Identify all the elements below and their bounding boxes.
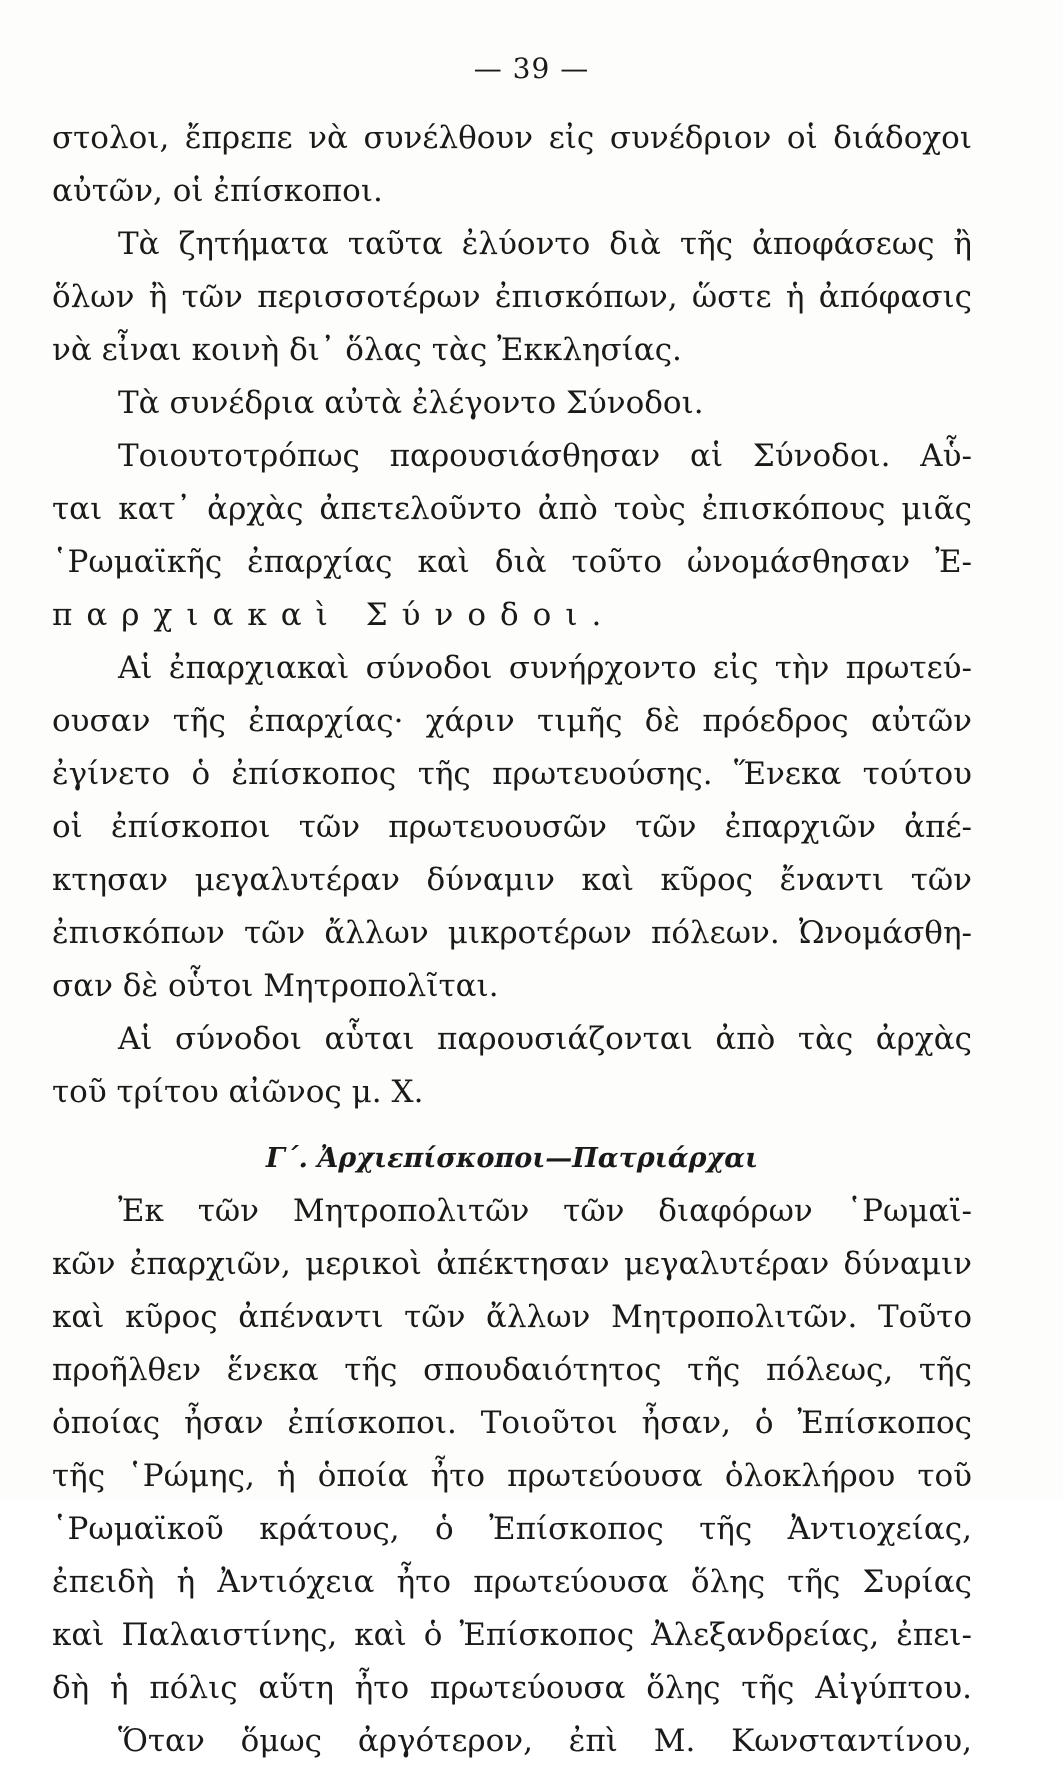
paragraph-start-line: Τοιουτοτρόπως παρουσιάσθησαν αἱ Σύνοδοι. Αὗ- [118, 438, 972, 474]
paragraph-start-line: Τὰ συνέδρια αὐτὰ ἐλέγοντο Σύνοδοι. [118, 385, 704, 421]
spaced-text-line: παρχιακαὶ Σύνοδοι. [52, 597, 616, 633]
text-line: τοῦ τρίτου αἰῶνος μ. Χ. [52, 1074, 424, 1110]
text-line: καὶ Παλαιστίνης, καὶ ὁ Ἐπίσκοπος Ἀλεξανδρείας, ἐπει- [52, 1617, 972, 1653]
section-gap [52, 1119, 972, 1129]
text-line: δὴ ἡ πόλις αὕτη ἦτο πρωτεύουσα ὅλης τῆς Αἰγύπτου. [52, 1670, 972, 1706]
text-line: ουσαν τῆς ἐπαρχίας· χάριν τιμῆς δὲ πρόεδρος αὐτῶν [52, 703, 972, 739]
paragraph-start-line: Ἐκ τῶν Μητροπολιτῶν τῶν διαφόρων ῾Ρωμαϊ- [118, 1193, 972, 1229]
text-line: νὰ εἶναι κοινὴ δι᾿ ὅλας τὰς Ἐκκλησίας. [52, 332, 682, 368]
text-line: ὅλων ἢ τῶν περισσοτέρων ἐπισκόπων, ὥστε ἡ ἀπόφασις [52, 279, 972, 315]
text-line: κτησαν μεγαλυτέραν δύναμιν καὶ κῦρος ἔναντι τῶν [52, 862, 972, 898]
body-text [52, 112, 972, 1768]
text-line: στολοι, ἔπρεπε νὰ συνέλθουν εἰς συνέδριον οἱ διάδοχοι [52, 120, 972, 156]
page-number: — 39 — [473, 52, 590, 85]
text-line: τῆς ῾Ρώμης, ἡ ὁποία ἦτο πρωτεύουσα ὁλοκλήρου τοῦ [52, 1458, 972, 1494]
text-line: αὐτῶν, οἱ ἐπίσκοποι. [52, 173, 383, 209]
text-line: κῶν ἐπαρχιῶν, μερικοὶ ἀπέκτησαν μεγαλυτέραν δύναμιν [52, 1246, 972, 1282]
text-line: ὁποίας ἦσαν ἐπίσκοποι. Τοιοῦτοι ἦσαν, ὁ Ἐπίσκοπος [52, 1405, 972, 1441]
text-line: ἐγίνετο ὁ ἐπίσκοπος τῆς πρωτευούσης. Ἕνεκα τούτου [52, 756, 972, 792]
text-line: καὶ κῦρος ἀπέναντι τῶν ἄλλων Μητροπολιτῶν. Τοῦτο [52, 1299, 972, 1335]
paragraph-start-line: Ὅταν ὅμως ἀργότερον, ἐπὶ Μ. Κωνσταντίνου, [118, 1723, 972, 1759]
text-line: ἐπειδὴ ἡ Ἀντιόχεια ἦτο πρωτεύουσα ὅλης τῆς Συρίας [52, 1564, 972, 1600]
section-heading: Γ΄. Ἀρχιεπίσκοποι—Πατριάρχαι [265, 1143, 759, 1174]
text-line: προῆλθεν ἕνεκα τῆς σπουδαιότητος τῆς πόλεως, τῆς [52, 1352, 972, 1388]
text-line: ῾Ρωμαϊκῆς ἐπαρχίας καὶ διὰ τοῦτο ὠνομάσθησαν Ἐ- [52, 544, 972, 580]
text-line: ται κατ᾿ ἀρχὰς ἀπετελοῦντο ἀπὸ τοὺς ἐπισκόπους μιᾶς [52, 491, 972, 527]
paragraph-start-line: Τὰ ζητήματα ταῦτα ἐλύοντο διὰ τῆς ἀποφάσεως ἢ [118, 226, 972, 262]
text-line: σαν δὲ οὗτοι Μητροπολῖται. [52, 968, 499, 1004]
paragraph-start-line: Αἱ σύνοδοι αὗται παρουσιάζονται ἀπὸ τὰς ἀρχὰς [118, 1021, 972, 1057]
paragraph-start-line: Αἱ ἐπαρχιακαὶ σύνοδοι συνήρχοντο εἰς τὴν πρωτεύ- [118, 650, 972, 686]
text-line: οἱ ἐπίσκοποι τῶν πρωτευουσῶν τῶν ἐπαρχιῶν ἀπέ- [52, 809, 972, 845]
text-line: ἐπισκόπων τῶν ἄλλων μικροτέρων πόλεων. Ὠνομάσθη- [52, 915, 972, 951]
text-line: ῾Ρωμαϊκοῦ κράτους, ὁ Ἐπίσκοπος τῆς Ἀντιοχείας, [52, 1511, 972, 1547]
